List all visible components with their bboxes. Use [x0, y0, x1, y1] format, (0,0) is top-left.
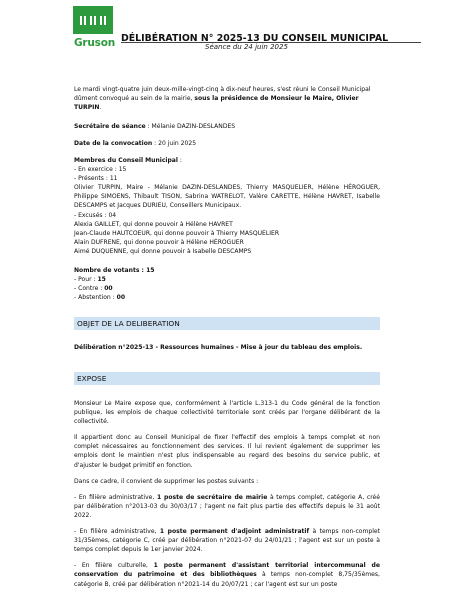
votants-block [74, 266, 380, 302]
excuse-item: Jean-Claude HAUTCOEUR, qui donne pouvoir à Thierry MASQUELIER [74, 229, 280, 237]
item-rest: à temps non-complet 8,75/35èmes, catégorie B, créé par délibération n°2021-14 du 20/07/21 ; car l'agent est sur un poste [74, 571, 380, 588]
secretaire-line [74, 122, 380, 131]
item-bold: 1 poste permanent d'assistant territorial intercommunal de conservation du patrimoine et des bibliothèques [74, 562, 380, 579]
membres-suffix: : [177, 157, 182, 164]
item-prefix: - En filière administrative, [74, 493, 157, 501]
votants-label: Nombre de votants [74, 267, 140, 274]
objet-heading-text: OBJET DE LA DELIBERATION [77, 319, 180, 328]
intro-presidence: sous la présidence de Monsieur le Maire, Olivier TURPIN [74, 95, 359, 112]
expose-item-2 [74, 527, 380, 554]
expose-heading-text: EXPOSE [77, 374, 107, 383]
item-rest: à temps non-complet 31/35èmes, catégorie C, créé par délibération n°2021-07 du 24/01/21 ; l'agent est sur un poste à temps complet depuis le 1er janvier 2024. [74, 528, 380, 554]
expose-paragraph-3: Dans ce cadre, il convient de supprimer les postes suivants : [74, 477, 259, 485]
membres-exercice: - En exercice : 15 [74, 166, 127, 174]
membres-presents: - Présents : 11 [74, 175, 118, 183]
excuse-item: Alexia GAILLET, qui donne pouvoir à Hélène HAVRET [74, 220, 233, 228]
pour-value: 15 [97, 276, 106, 284]
membres-block [74, 156, 380, 256]
membres-present-list: Olivier TURPIN, Maire - Mélanie DAZIN-DESLANDES, Thierry MASQUELIER, Hélène HÉROGUER, Philippe SIMOENS, Thibault TISON, Sabrina WATRELOT, Valère CARETTE, Hélène HAVRET, Isabelle DESCAMPS et Jacques DURIEU, Conseillers Municipaux. [74, 184, 380, 210]
convocation-label: Date de la convocation [74, 140, 153, 147]
abstention-value: 00 [116, 294, 126, 302]
expose-item-1 [74, 493, 380, 520]
excuse-item: Aimé DUQUENNE, qui donne pouvoir à Isabelle DESCAMPS [74, 247, 252, 255]
convocation-line [74, 139, 380, 148]
expose-item-3 [74, 561, 380, 588]
session-date: Séance du 24 juin 2025 [205, 43, 288, 51]
intro-end: . [99, 104, 102, 112]
item-prefix: - En filière culturelle, [74, 562, 154, 570]
expose-section-heading [74, 372, 380, 385]
convocation-value: : 20 juin 2025 [152, 140, 197, 147]
expose-paragraph-2: Il appartient donc au Conseil Municipal de fixer l'effectif des emplois à temps complet et non complet nécessaires au fonctionnement des services. Il lui revient également de supprimer les emplois dont le maintien n'est plus indispensable au regard des besoins du service public, et d'ajuster le budget primitif en fonction. [74, 434, 380, 469]
pour-label: - Pour : [74, 276, 98, 284]
logo-name: Gruson [74, 37, 116, 49]
item-bold: 1 poste de secrétaire de mairie [156, 493, 268, 501]
logo-emblem-icon [73, 6, 113, 34]
excuse-item: Alain DUFRENE, qui donne pouvoir à Hélène HÉROGUER [74, 238, 244, 246]
membres-excuses: - Excusés : 04 [74, 211, 117, 219]
secretaire-value: : Mélanie DAZIN-DESLANDES [145, 123, 236, 130]
deliberation-title: DÉLIBÉRATION N° 2025-13 DU CONSEIL MUNICIPAL [121, 33, 389, 44]
item-bold: 1 poste permanent d'adjoint administratif [159, 528, 310, 536]
secretaire-label: Secrétaire de séance [74, 123, 146, 130]
contre-label: - Contre : [74, 285, 105, 293]
gruson-logo [73, 6, 116, 52]
expose-block [74, 399, 380, 589]
item-prefix: - En filière administrative, [74, 528, 160, 536]
item-rest: à temps complet, catégorie A, créé par délibération n°2013-03 du 30/03/17 ; l'agent ne fait plus partie des effectifs depuis le 31 août 2022. [74, 493, 380, 519]
intro-text: Le mardi vingt-quatre juin deux-mille-vingt-cinq à dix-neuf heures, s'est réuni le Conseil Municipal dûment convoqué au sein de la mairie, [74, 86, 371, 103]
expose-paragraph-1: Monsieur Le Maire expose que, conformément à l'article L.313-1 du Code général de la fonction publique, les emplois de chaque collectivité territoriale sont créés par l'organe délibérant de la collectivité. [74, 400, 380, 426]
intro-paragraph [74, 85, 380, 112]
abstention-label: - Abstention : [74, 294, 117, 302]
objet-text [74, 343, 380, 352]
contre-value: 00 [104, 285, 113, 293]
objet-section-heading [74, 317, 380, 330]
membres-label: Membres du Conseil Municipal [74, 157, 178, 164]
votants-value: : 15 [139, 267, 155, 274]
objet-description: Délibération n°2025-13 - Ressources humaines - Mise à jour du tableau des emplois. [74, 344, 363, 351]
